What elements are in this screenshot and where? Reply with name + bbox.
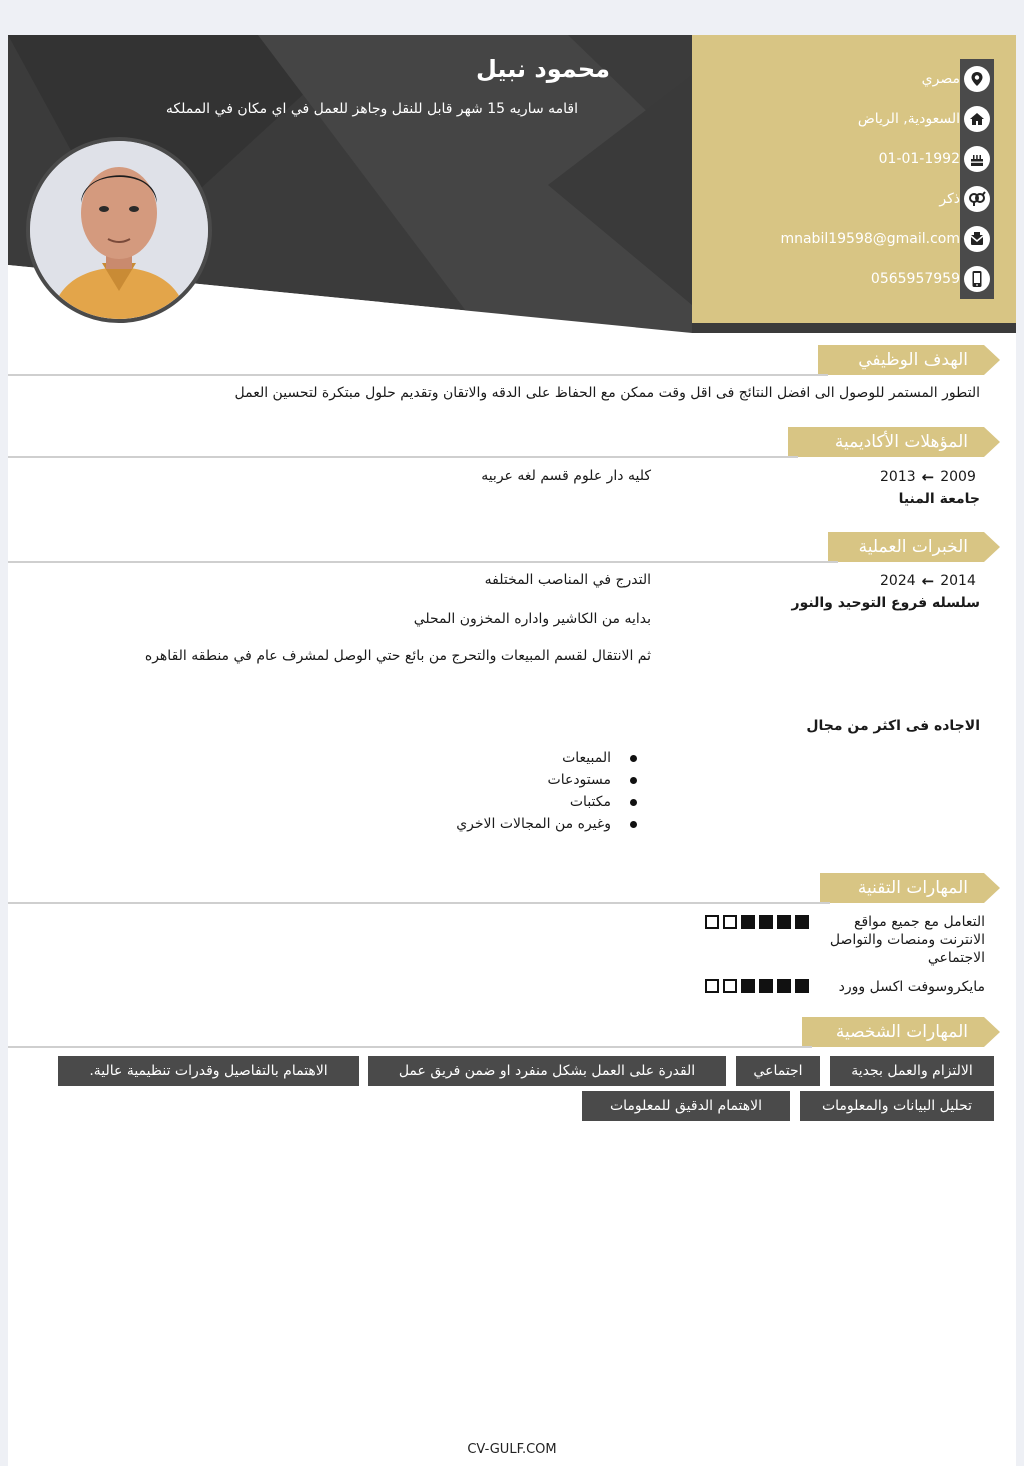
arrow-left-icon: ← [921, 572, 935, 590]
experience-line: التدرج في المناصب المختلفه [484, 572, 651, 588]
contact-birthdate: 01-01-1992 [694, 139, 994, 179]
list-item: مستودعات [308, 769, 611, 791]
home-icon [969, 112, 985, 126]
cv-header [8, 35, 1016, 333]
rating-square-filled [777, 915, 791, 929]
email-icon [969, 231, 985, 247]
person-photo-icon [30, 141, 208, 319]
section-divider [8, 902, 830, 904]
skill-rating [705, 979, 809, 993]
rating-square-filled [741, 979, 755, 993]
gender-icon [968, 191, 986, 207]
contact-nationality: مصري [694, 59, 994, 99]
section-divider [8, 374, 828, 376]
experience-line: ثم الانتقال لقسم المبيعات والتحرج من بائع حتي الوصل لمشرف عام في منطقه القاهره [144, 648, 651, 664]
birthday-cake-icon [969, 151, 985, 167]
fields-list [308, 747, 611, 835]
tech-skill-label: مايكروسوفت اكسل وورد [838, 979, 985, 995]
list-item: مكتبات [308, 791, 611, 813]
profile-photo [26, 137, 212, 323]
section-title-experience: الخبرات العملية [828, 532, 984, 562]
contact-address: السعودية, الرياض [694, 99, 994, 139]
education-school: جامعة المنيا [898, 491, 980, 507]
skill-rating [705, 915, 809, 929]
list-item: المبيعات [308, 747, 611, 769]
rating-square-filled [795, 979, 809, 993]
rating-square-filled [777, 979, 791, 993]
contact-email[interactable]: mnabil19598@gmail.com [694, 219, 994, 259]
rating-square-filled [759, 979, 773, 993]
section-divider [8, 456, 798, 458]
rating-square-filled [759, 915, 773, 929]
footer-site: CV-GULF.COM [467, 1442, 557, 1457]
tech-skill-label: التعامل مع جميع مواقع الانترنت ومنصات والتواصل الاجتماعي [829, 914, 985, 966]
section-divider [8, 561, 838, 563]
experience-fields-title: الاجاده فى اكثر من مجال [806, 718, 980, 734]
section-title-objective: الهدف الوظيفي [818, 345, 984, 375]
mobile-phone-icon [971, 270, 983, 288]
contact-list [694, 59, 994, 299]
objective-text: التطور المستمر للوصول الى افضل النتائج فى اقل وقت ممكن مع الحفاظ على الدقه والاتقان وتقديم حلول مبتكرة لتحسين العمل [234, 385, 980, 401]
applicant-name: محمود نبيل [476, 55, 610, 83]
section-title-education: المؤهلات الأكاديمية [788, 427, 984, 457]
location-pin-icon [970, 71, 984, 87]
rating-square-filled [741, 915, 755, 929]
experience-line: بدايه من الكاشير واداره المخزون المحلي [413, 611, 651, 627]
section-title-tech-skills: المهارات التقنية [820, 873, 984, 903]
education-detail: كليه دار علوم قسم لغه عربيه [481, 468, 651, 484]
skill-tag: الاهتمام الدقيق للمعلومات [582, 1091, 790, 1121]
skill-tag: تحليل البيانات والمعلومات [800, 1091, 994, 1121]
applicant-subtitle: اقامه ساريه 15 شهر قابل للنقل وجاهز للعمل في اي مكان في المملكه [165, 101, 578, 117]
section-divider [8, 1046, 812, 1048]
arrow-left-icon: ← [921, 468, 935, 486]
contact-panel [692, 35, 1016, 323]
skill-tag: اجتماعي [736, 1056, 820, 1086]
list-item: وغيره من المجالات الاخري [308, 813, 611, 835]
skill-tag: القدرة على العمل بشكل منفرد او ضمن فريق عمل [368, 1056, 726, 1086]
rating-square-empty [705, 915, 719, 929]
skill-tag: الالتزام والعمل بجدية [830, 1056, 994, 1086]
contact-gender: ذكر [694, 179, 994, 219]
experience-company: سلسله فروع التوحيد والنور [791, 595, 980, 611]
rating-square-empty [705, 979, 719, 993]
rating-square-empty [723, 915, 737, 929]
rating-square-empty [723, 979, 737, 993]
section-title-personal-skills: المهارات الشخصية [802, 1017, 984, 1047]
education-years: 2013 ← 2009 [880, 468, 976, 486]
rating-square-filled [795, 915, 809, 929]
cv-page [8, 35, 1016, 1466]
experience-years: 2024 ← 2014 [880, 572, 976, 590]
contact-phone[interactable]: 0565957959 [694, 259, 994, 299]
skill-tag: الاهتمام بالتفاصيل وقدرات تنظيمية عالية. [58, 1056, 359, 1086]
